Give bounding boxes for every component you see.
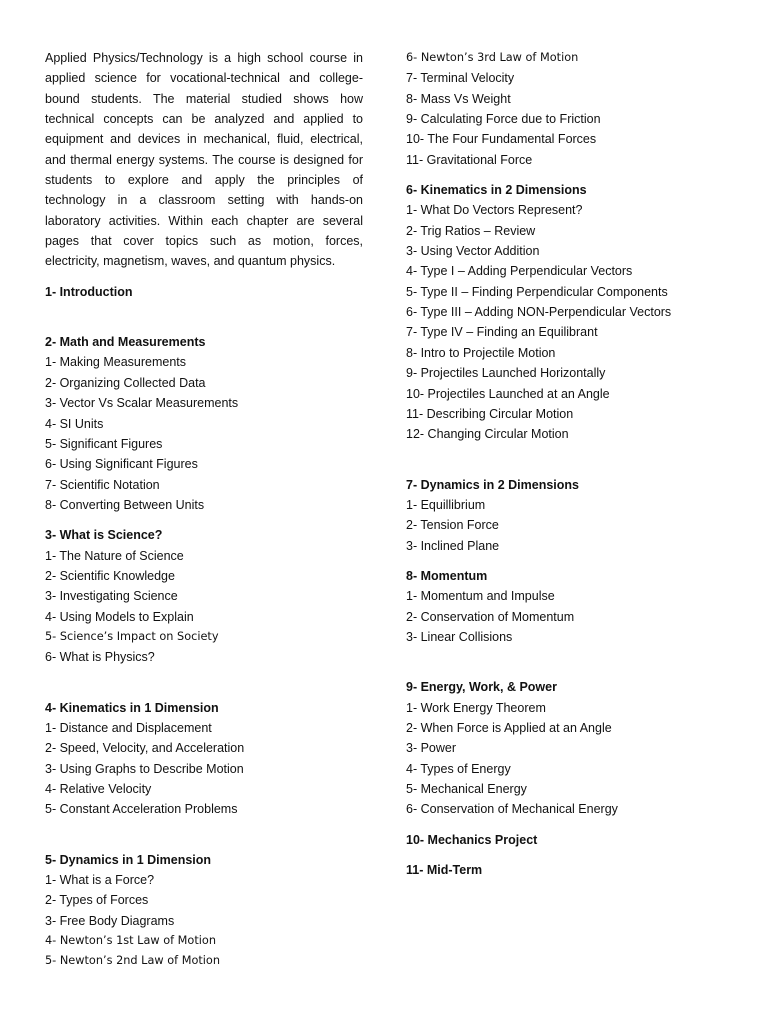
chapter-section [45,332,363,515]
right-column [406,48,736,880]
chapter-title: 2- Math and Measurements [45,335,206,350]
topic-item: 4- Relative Velocity [45,782,152,796]
chapter-section [45,698,363,820]
topic-item: 11- Describing Circular Motion [406,406,574,421]
topic-item: 8- Mass Vs Weight [406,91,511,106]
topic-item: 6- Newton’s 3rd Law of Motion [406,51,579,64]
intro-paragraph: Applied Physics/Technology is a high school course in applied science for vocational-technical and college-bound students. The material studied shows how technical concepts can be analyzed and applied to equipment and devices in mechanical, fluid, electrical, and thermal energy systems. The course is designed for students to explore and apply the principles of technology in a classroom setting with hands-on laboratory activities. Within each chapter are several pages that cover topics such as motion, forces, electricity, magnetism, waves, and quantum physics. [45,51,363,269]
topic-item: 6- Conservation of Mechanical Energy [406,802,618,817]
chapter-section [406,566,736,647]
topic-item: 8- Converting Between Units [45,497,205,512]
chapter-title: 4- Kinematics in 1 Dimension [45,700,219,715]
topic-item: 3- Using Graphs to Describe Motion [45,761,244,776]
topic-item: 1- Momentum and Impulse [406,589,555,604]
chapter-section [406,677,736,819]
topic-item: 1- What Do Vectors Represent? [406,203,583,218]
topic-item: 3- Free Body Diagrams [45,913,175,928]
topic-item: 2- When Force is Applied at an Angle [406,720,612,735]
topic-item: 1- Equillibrium [406,497,486,512]
topic-item: 1- Work Energy Theorem [406,700,546,715]
chapter-title: 10- Mechanics Project [406,832,538,847]
topic-item: 1- The Nature of Science [45,548,184,563]
chapter-title: 6- Kinematics in 2 Dimensions [406,183,587,198]
topic-item: 12- Changing Circular Motion [406,427,569,442]
topic-item: 6- What is Physics? [45,650,155,665]
chapter-section [406,830,736,850]
topic-item: 4- Using Models to Explain [45,609,194,624]
topic-item: 4- Types of Energy [406,761,511,776]
chapter-title: 5- Dynamics in 1 Dimension [45,852,212,867]
topic-item: 9- Projectiles Launched Horizontally [406,366,606,381]
chapter-title: 7- Dynamics in 2 Dimensions [406,477,579,492]
topic-item: 2- Organizing Collected Data [45,375,206,390]
left-section-list [45,282,363,972]
topic-item: 10- Projectiles Launched at an Angle [406,386,610,401]
topic-item: 5- Type II – Finding Perpendicular Components [406,284,668,299]
topic-item: 3- Using Vector Addition [406,244,540,259]
topic-item: 1- Making Measurements [45,355,187,370]
topic-item: 1- Distance and Displacement [45,720,212,735]
chapter-title: 3- What is Science? [45,528,163,543]
topic-item: 10- The Four Fundamental Forces [406,132,597,147]
topic-item: 5- Significant Figures [45,436,163,451]
left-column [45,48,363,972]
topic-item: 7- Terminal Velocity [406,71,515,86]
topic-item: 2- Scientific Knowledge [45,568,175,583]
topic-item: 4- Newton’s 1st Law of Motion [45,934,216,948]
chapter-title: 1- Introduction [45,284,133,299]
chapter-section [45,850,363,972]
right-section-list [406,180,736,880]
topic-item: 6- Type III – Adding NON-Perpendicular Vectors [406,305,672,320]
topic-item: 8- Intro to Projectile Motion [406,345,556,360]
topic-item: 7- Type IV – Finding an Equilibrant [406,325,598,340]
chapter-section [406,860,736,880]
topic-item: 5- Constant Acceleration Problems [45,802,238,817]
topic-item: 7- Scientific Notation [45,477,160,492]
topic-item: 2- Types of Forces [45,893,149,908]
topic-item: 4- Type I – Adding Perpendicular Vectors [406,264,633,279]
topic-item: 9- Calculating Force due to Friction [406,112,601,127]
topic-item: 1- What is a Force? [45,873,155,888]
topic-item: 11- Gravitational Force [406,152,533,167]
chapter-title: 8- Momentum [406,568,488,583]
topic-item: 2- Tension Force [406,518,499,533]
topic-item: 2- Speed, Velocity, and Acceleration [45,741,245,756]
topic-item: 5- Newton’s 2nd Law of Motion [45,954,220,968]
topic-item: 2- Trig Ratios – Review [406,223,536,238]
chapter-section [45,282,363,302]
topic-item: 3- Linear Collisions [406,629,513,644]
chapter-title: 9- Energy, Work, & Power [406,680,557,695]
continued-item-list [406,48,736,170]
topic-item: 5- Science’s Impact on Society [45,629,219,643]
chapter-title: 11- Mid-Term [406,863,483,878]
topic-item: 3- Investigating Science [45,589,178,604]
chapter-section [406,180,736,444]
topic-item: 6- Using Significant Figures [45,457,198,472]
chapter-section [406,475,736,556]
topic-item: 2- Conservation of Momentum [406,609,575,624]
topic-item: 3- Power [406,741,457,756]
topic-item: 3- Inclined Plane [406,538,500,553]
topic-item: 5- Mechanical Energy [406,782,527,796]
chapter-section [45,525,363,667]
topic-item: 4- SI Units [45,416,104,431]
topic-item: 3- Vector Vs Scalar Measurements [45,396,239,411]
